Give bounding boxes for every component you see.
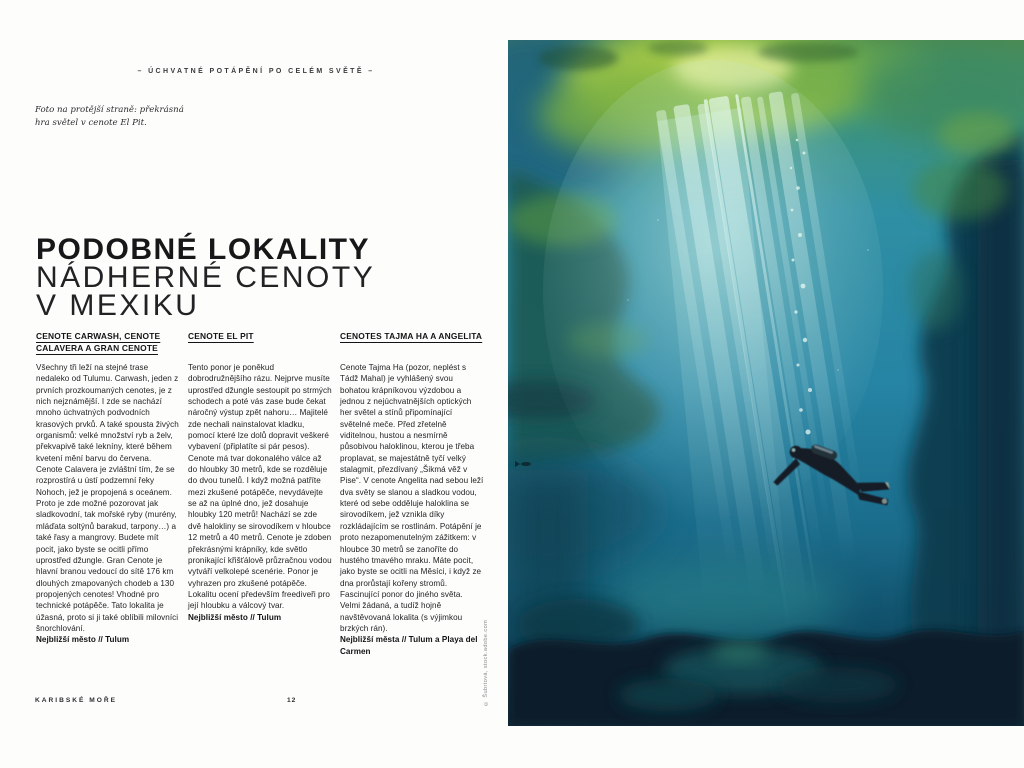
page-title-line1: PODOBNÉ LOKALITY	[36, 233, 371, 266]
column-heading: CENOTES TAJMA HA A ANGELITA	[340, 331, 483, 341]
nearest-city-line: Nejbližší města // Tulum a Playa del Carmen	[340, 635, 478, 656]
column-body: Všechny tři leží na stejné trase nedaleko od Tulumu. Carwash, jeden z prvních prozkoumaných cenotes, je z nich nejznámější. I zde se nachází mnoho úchvatných podvodních krasových prvků. A také spousta živých organismů: velké množství ryb a želv, překvapivě také lekníny, které během kvetení mění barvu do červena. Cenote Calavera je zvláštní tím, že se rozprostírá u ústí podzemní řeky Nohoch, jež je propojená s oceánem. Proto je zde možné pozorovat jak sladkovodní, tak mořské ryby (murény, mláďata soltýnů barakud, tarpony…) a také řasy a mangrovy. Budete mít pocit, jako byste se ocitli přímo uprostřed džungle. Gran Cenote je hlavní branou vedoucí do sítě 176 km dlouhých zmapovaných chodeb a 130 propojených cenotes! Vhodné pro technické potápěče. Tato lokalita je úžasná, proto si ji také oblíbili milovníci šnorchlování.	[36, 363, 179, 633]
section-label: KARIBSKÉ MOŘE	[35, 697, 118, 704]
nearest-city-line: Nejbližší město // Tulum	[188, 612, 282, 622]
ray-floor-glow	[603, 560, 843, 640]
photo-caption: Foto na protější straně: překrásná hra světel v cenote El Pit.	[35, 105, 184, 128]
column-body: Cenote Tajma Ha (pozor, neplést s Tádž Mahal) je vyhlášený svou bohatou krápníkovou výzdobou a jednou z nejúchvatnějších optických her světel a stínů připomínající světelné meče. Před zřetelně viditelnou, hustou a nesmírně působivou haloklinou, kterou je třeba proplavat, se majestátně tyčí velký stalagmit, přezdívaný „Šikmá věž v Pise“. V cenote Angelita nad sebou leží dva světy se slanou a sladkou vodou, které od sebe odděluje haloklina se sirovodíkem, jež vznikla díky rozkládajícím se rostlinám. Potápění je proto nezapomenutelným zážitkem: v hloubce 30 metrů se zanoříte do hustého tmavého mraku. Máte pocit, jako byste se ocitli na Měsíci, i když ze dna prorůstají kořeny stromů. Fascinující ponor do jiného světa. Velmi žádaná, a tudíž hojně navštěvovaná lokalita (s výjimkou brzkých rán).	[340, 363, 484, 633]
nearest-city-line: Nejbližší město // Tulum	[36, 635, 130, 645]
column-body: Tento ponor je poněkud dobrodružnějšího rázu. Nejprve musíte uprostřed džungle sestoupit po strmých schodech a poté vás zase bude čekat náročný výstup zpět nahoru… Majitelé zde nechali nainstalovat kladku, pomocí které lze dolů dopravit veškeré vybavení (připlatíte si pár pesos). Cenote má tvar dokonalého válce až do hloubky 30 metrů, kde se rozděluje do dvou tunelů. I když možná patříte mezi zkušené potápěče, nevydávejte se až na úplné dno, jež dosahuje hloubky 120 metrů! Nachází se zde dvě halokliny se sirovodíkem v hloubce 12 metrů a 40 metrů. Cenote je zdoben překrásnými krápníky, kde světlo pronikající křišťálově průzračnou vodou vytváří velkolepé scenérie. Ponor je vyhrazen pro zkušené potápěče. Lokalitu ocení především freediveři pro její hloubku a válcový tvar.	[188, 363, 332, 611]
column-carwash-calavera-gran	[36, 331, 180, 657]
column-heading: CENOTE EL PIT	[188, 331, 254, 341]
running-head: – ÚCHVATNÉ POTÁPĚNÍ PO CELÉM SVĚTĚ –	[137, 68, 375, 75]
page-number: 12	[287, 697, 297, 704]
page-title-line2: NÁDHERNÉ CENOTY	[36, 261, 376, 294]
page-title-line3: V MEXIKU	[36, 289, 200, 322]
column-tajma-ha-angelita	[340, 331, 484, 657]
cenote-photo	[508, 40, 1024, 726]
column-heading: CENOTE CARWASH, CENOTE CALAVERA A GRAN CENOTE	[36, 331, 161, 353]
photo-credit: © Šubrtová, stock.adobe.com	[483, 619, 489, 706]
right-page	[508, 40, 1024, 726]
page-title	[36, 233, 376, 322]
column-el-pit	[188, 331, 332, 657]
article-columns	[36, 331, 484, 657]
